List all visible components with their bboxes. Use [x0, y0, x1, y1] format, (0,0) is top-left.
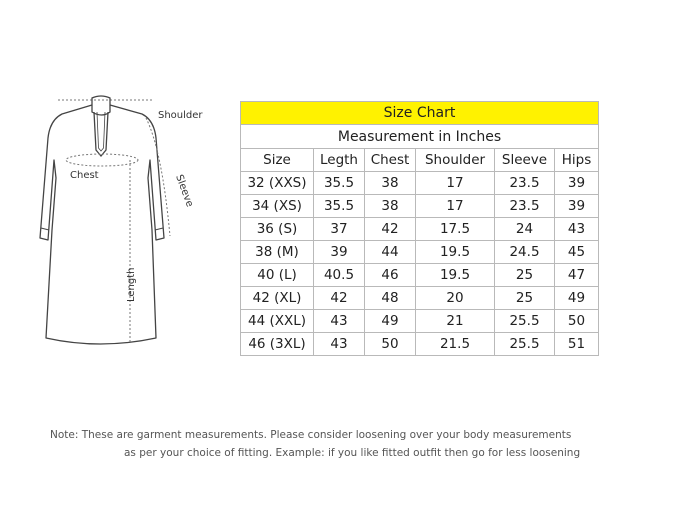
- header-row: [241, 149, 599, 172]
- cell-sleeve: 25.5: [495, 310, 555, 333]
- cell-sleeve: 24: [495, 218, 555, 241]
- note-line-1: Note: These are garment measurements. Please consider loosening over your body measurements: [50, 429, 572, 441]
- table-row: [241, 172, 599, 195]
- cell-size: 38 (M): [241, 241, 314, 264]
- cell-shoulder: 21: [416, 310, 495, 333]
- sleeve-label: Sleeve: [173, 173, 195, 209]
- cell-chest: 48: [365, 287, 416, 310]
- table-row: [241, 287, 599, 310]
- cell-hips: 47: [555, 264, 599, 287]
- cell-length: 40.5: [314, 264, 365, 287]
- cell-chest: 38: [365, 172, 416, 195]
- cell-chest: 50: [365, 333, 416, 356]
- cell-shoulder: 19.5: [416, 241, 495, 264]
- header-shoulder: Shoulder: [416, 149, 495, 172]
- table-row: [241, 195, 599, 218]
- cell-sleeve: 25: [495, 264, 555, 287]
- cell-chest: 49: [365, 310, 416, 333]
- measurement-note: [50, 426, 650, 462]
- table-row: [241, 264, 599, 287]
- cell-chest: 38: [365, 195, 416, 218]
- cell-shoulder: 19.5: [416, 264, 495, 287]
- table-row: [241, 218, 599, 241]
- cell-shoulder: 20: [416, 287, 495, 310]
- cell-hips: 39: [555, 172, 599, 195]
- subtitle-row: [241, 125, 599, 149]
- cell-sleeve: 24.5: [495, 241, 555, 264]
- cell-size: 44 (XXL): [241, 310, 314, 333]
- cell-size: 34 (XS): [241, 195, 314, 218]
- cell-size: 36 (S): [241, 218, 314, 241]
- cell-sleeve: 25: [495, 287, 555, 310]
- cell-sleeve: 23.5: [495, 172, 555, 195]
- cell-sleeve: 25.5: [495, 333, 555, 356]
- cell-length: 37: [314, 218, 365, 241]
- cell-size: 42 (XL): [241, 287, 314, 310]
- cell-shoulder: 17: [416, 172, 495, 195]
- header-length: Legth: [314, 149, 365, 172]
- cell-shoulder: 21.5: [416, 333, 495, 356]
- kurta-outline-illustration: [30, 90, 220, 360]
- cell-hips: 43: [555, 218, 599, 241]
- length-label: Length: [126, 267, 137, 302]
- cell-length: 43: [314, 310, 365, 333]
- chart-title: Size Chart: [241, 102, 599, 125]
- cell-chest: 44: [365, 241, 416, 264]
- cell-length: 35.5: [314, 195, 365, 218]
- table-row: [241, 310, 599, 333]
- cell-length: 35.5: [314, 172, 365, 195]
- cell-hips: 49: [555, 287, 599, 310]
- chart-subtitle: Measurement in Inches: [241, 125, 599, 149]
- header-size: Size: [241, 149, 314, 172]
- cell-hips: 45: [555, 241, 599, 264]
- cell-size: 40 (L): [241, 264, 314, 287]
- cell-length: 42: [314, 287, 365, 310]
- cell-chest: 42: [365, 218, 416, 241]
- header-chest: Chest: [365, 149, 416, 172]
- cell-hips: 50: [555, 310, 599, 333]
- cell-shoulder: 17: [416, 195, 495, 218]
- table-row: [241, 333, 599, 356]
- chest-label: Chest: [70, 170, 99, 181]
- header-hips: Hips: [555, 149, 599, 172]
- cell-length: 39: [314, 241, 365, 264]
- table-row: [241, 241, 599, 264]
- cell-hips: 39: [555, 195, 599, 218]
- cell-size: 46 (3XL): [241, 333, 314, 356]
- kurta-diagram: [30, 90, 220, 360]
- size-chart-table: [240, 101, 599, 356]
- cell-length: 43: [314, 333, 365, 356]
- title-row: [241, 102, 599, 125]
- cell-chest: 46: [365, 264, 416, 287]
- cell-size: 32 (XXS): [241, 172, 314, 195]
- note-line-2: as per your choice of fitting. Example: if you like fitted outfit then go for less loosening: [124, 447, 581, 459]
- cell-hips: 51: [555, 333, 599, 356]
- cell-shoulder: 17.5: [416, 218, 495, 241]
- header-sleeve: Sleeve: [495, 149, 555, 172]
- cell-sleeve: 23.5: [495, 195, 555, 218]
- shoulder-label: Shoulder: [158, 110, 203, 121]
